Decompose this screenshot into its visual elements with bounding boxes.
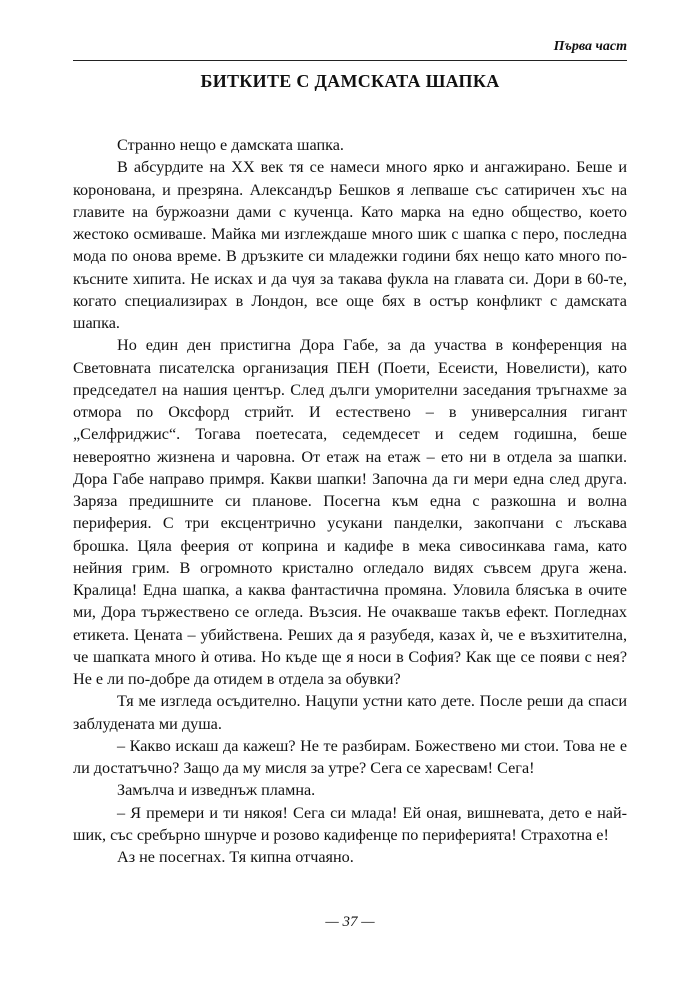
paragraph-8: Аз не посегнах. Тя кипна отчаяно. xyxy=(117,848,354,866)
paragraph-1: Странно нещо е дамската шапка. xyxy=(117,136,344,154)
running-header xyxy=(73,38,627,61)
paragraph-5: – Какво искаш да кажеш? Не те разбирам. Божествено ми стои. Това не е ли достатъчно? Защо да му мисля за утре? Сега се харесвам! Сега! xyxy=(73,736,627,777)
page-number: — 37 — xyxy=(325,914,375,930)
paragraph-4: Тя ме изгледа осъдително. Нацупи устни като дете. После реши да спаси заблудената ми душа. xyxy=(73,692,627,733)
paragraph-3: Но един ден пристигна Дора Габе, за да участва в конференция на Световната писателска организация ПЕН (Поети, Есеисти, Новелисти), като председател на нашия център. След дълги уморителни заседания тръгнахме за отмора по Оксфорд стрийт. И естествено – в универсалния гигант „Селфриджис“. Тогава поетесата, седемдесет и седем годишна, беше невероятно жизнена и чаровна. От етаж на етаж – ето ни в отдела за шапки. Дора Габе направо примря. Какви шапки! Започна да ги мери една след друга. Заряза предишните си планове. Посегна към една с разкошна и волна периферия. С три ексцентрично усукани панделки, закопчани с лъскава брошка. Цяла феерия от коприна и кадифе в мека сивосинкава гама, като нейния грим. В огромното кристално огледало видях съвсем друга жена. Кралица! Една шапка, а каква фантастична промяна. Уловила блясъка в очите ми, Дора тържествено се огледа. Възсия. Не очакваше такъв ефект. Погледнах етикета. Цената – убийствена. Реших да я разубедя, казах ѝ, че е възхитителна, че шапката много ѝ отива. Но къде ще я носи в София? Как ще се появи с нея? Не е ли по-добре да отидем в отдела за обувки? xyxy=(73,336,627,688)
paragraph-7: – Я премери и ти някоя! Сега си млада! Ей оная, вишневата, дето е най-шик, със сребърно шнурче и розово кадифенце по периферията! Страхотна е! xyxy=(73,803,627,844)
part-label: Първа част xyxy=(553,39,627,54)
paragraph-6: Замълча и изведнъж пламна. xyxy=(117,781,316,800)
body-text xyxy=(73,134,627,868)
paragraph-2: В абсурдите на ХХ век тя се намеси много ярко и ангажирано. Беше и коронована, и презряна. Александър Бешков я лепваше със сатиричен хъс на главите на буржоазни дами с кученца. Като марка на едно общество, което жестоко осмиваше. Майка ми изглеждаше много шик с шапка с перо, последна мода по онова време. В дръзките си младежки години бях нещо като много по-късните хипита. Не исках и да чуя за такава фукла на главата си. Дори в 60-те, когато специализирах в Лондон, все още бях в остър конфликт с дамската шапка. xyxy=(73,158,627,332)
chapter-title: БИТКИТЕ С ДАМСКАТА ШАПКА xyxy=(200,71,500,91)
